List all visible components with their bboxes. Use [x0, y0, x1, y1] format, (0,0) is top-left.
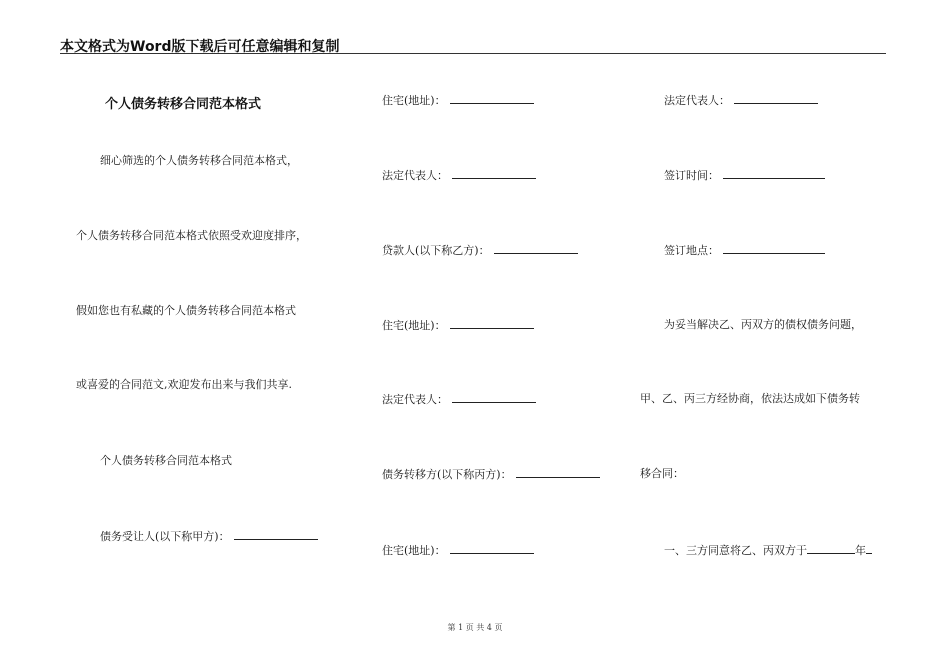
- field-address-2-blank: [450, 318, 534, 329]
- paragraph-share: 或喜爱的合同范文,欢迎发布出来与我们共享.: [76, 378, 292, 391]
- document-header: [60, 33, 886, 54]
- clause-one: [664, 543, 872, 558]
- field-legal-rep-1: [382, 168, 536, 183]
- header-text: 本文格式为Word版下载后可任意编辑和复制: [60, 39, 340, 55]
- clause-one-text: 一、三方同意将乙、丙双方于: [664, 544, 807, 557]
- clause-one-trailing-blank: [866, 543, 872, 554]
- field-legal-rep-3-blank: [734, 93, 818, 104]
- field-sign-date-label: 签订时间：: [664, 169, 719, 182]
- field-assignee: [100, 529, 318, 544]
- field-transferor-blank: [516, 467, 600, 478]
- field-legal-rep-3-label: 法定代表人：: [664, 94, 730, 107]
- field-sign-date-blank: [723, 168, 825, 179]
- field-address-3-blank: [450, 543, 534, 554]
- field-sign-date: [664, 168, 825, 183]
- field-legal-rep-1-blank: [452, 168, 536, 179]
- field-address-2: [382, 318, 534, 333]
- field-address-3-label: 住宅(地址)：: [382, 544, 446, 557]
- paragraph-agreement: 甲、乙、丙三方经协商，依法达成如下债务转: [640, 392, 860, 405]
- field-sign-place: [664, 243, 825, 258]
- page-footer: 第 1 页 共 4 页: [447, 623, 503, 632]
- clause-one-year: 年: [855, 544, 866, 557]
- field-lender-label: 贷款人(以下称乙方)：: [382, 244, 490, 257]
- field-address-1: [382, 93, 534, 108]
- field-address-3: [382, 543, 534, 558]
- paragraph-intro: 细心筛选的个人债务转移合同范本格式，: [100, 154, 298, 167]
- field-assignee-blank: [234, 529, 318, 540]
- field-transferor: [382, 467, 600, 482]
- field-lender: [382, 243, 578, 258]
- field-legal-rep-2: [382, 392, 536, 407]
- field-sign-place-label: 签订地点：: [664, 244, 719, 257]
- field-legal-rep-2-label: 法定代表人：: [382, 393, 448, 406]
- document-title: 个人债务转移合同范本格式: [105, 97, 262, 112]
- field-address-1-label: 住宅(地址)：: [382, 94, 446, 107]
- field-address-2-label: 住宅(地址)：: [382, 319, 446, 332]
- clause-one-blank: [807, 543, 855, 554]
- field-sign-place-blank: [723, 243, 825, 254]
- field-lender-blank: [494, 243, 578, 254]
- paragraph-private: 假如您也有私藏的个人债务转移合同范本格式: [76, 304, 296, 317]
- contract-subtitle: 个人债务转移合同范本格式: [100, 454, 232, 467]
- paragraph-purpose: 为妥当解决乙、丙双方的债权债务问题，: [664, 318, 862, 331]
- paragraph-order: 个人债务转移合同范本格式依照受欢迎度排序，: [76, 229, 307, 242]
- field-legal-rep-2-blank: [452, 392, 536, 403]
- field-assignee-label: 债务受让人(以下称甲方)：: [100, 530, 230, 543]
- paragraph-agreement-cont: 移合同：: [640, 467, 684, 480]
- field-legal-rep-1-label: 法定代表人：: [382, 169, 448, 182]
- field-transferor-label: 债务转移方(以下称丙方)：: [382, 468, 512, 481]
- field-address-1-blank: [450, 93, 534, 104]
- field-legal-rep-3: [664, 93, 818, 108]
